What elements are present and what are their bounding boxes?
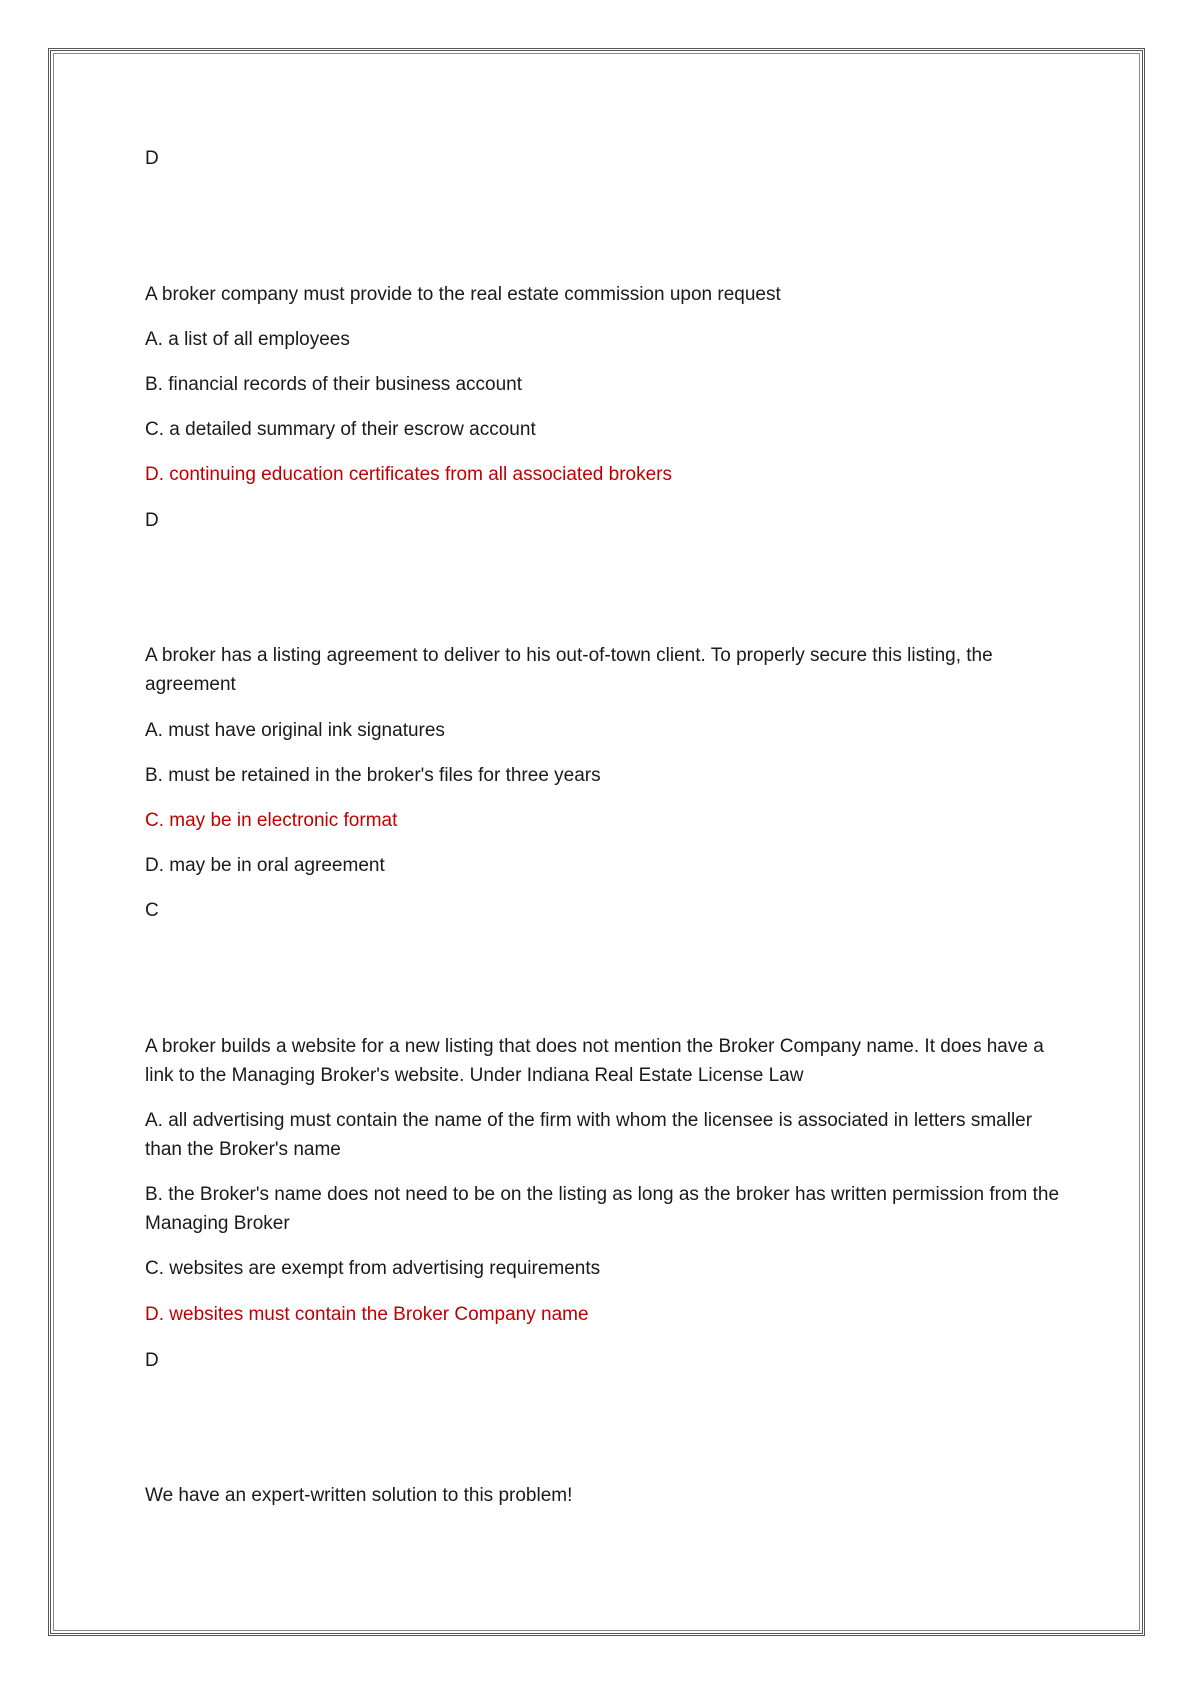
question-3-option-a: A. all advertising must contain the name of the firm with whom the licensee is associated in letters smaller than the Broker's name: [145, 1110, 1033, 1160]
question-2-option-c-correct: C. may be in electronic format: [145, 810, 398, 831]
question-1-option-d-correct: D. continuing education certificates from all associated brokers: [145, 464, 672, 485]
question-3-option-d-correct: D. websites must contain the Broker Company name: [145, 1304, 589, 1325]
question-2-answer-letter: C: [145, 900, 159, 921]
question-1-answer-letter: D: [145, 510, 159, 531]
question-3-text: A broker builds a website for a new listing that does not mention the Broker Company name. It does have a link to the Managing Broker's website. Under Indiana Real Estate License Law: [145, 1036, 1044, 1086]
question-2-text: A broker has a listing agreement to deliver to his out-of-town client. To properly secure this listing, the agreement: [145, 645, 993, 695]
question-2-option-d: D. may be in oral agreement: [145, 855, 385, 876]
question-1-text: A broker company must provide to the real estate commission upon request: [145, 284, 781, 305]
solution-note: We have an expert-written solution to this problem!: [145, 1485, 573, 1506]
question-1-option-a: A. a list of all employees: [145, 329, 350, 350]
question-3-option-c: C. websites are exempt from advertising requirements: [145, 1258, 601, 1279]
question-3-answer-letter: D: [145, 1350, 159, 1371]
question-1-option-c: C. a detailed summary of their escrow account: [145, 419, 536, 440]
question-2-option-a: A. must have original ink signatures: [145, 720, 445, 741]
prev-answer-letter: D: [145, 148, 159, 169]
question-2-option-b: B. must be retained in the broker's files for three years: [145, 765, 601, 786]
question-3-option-b: B. the Broker's name does not need to be on the listing as long as the broker has written permission from the Managing Broker: [145, 1184, 1060, 1234]
question-1-option-b: B. financial records of their business account: [145, 374, 523, 395]
